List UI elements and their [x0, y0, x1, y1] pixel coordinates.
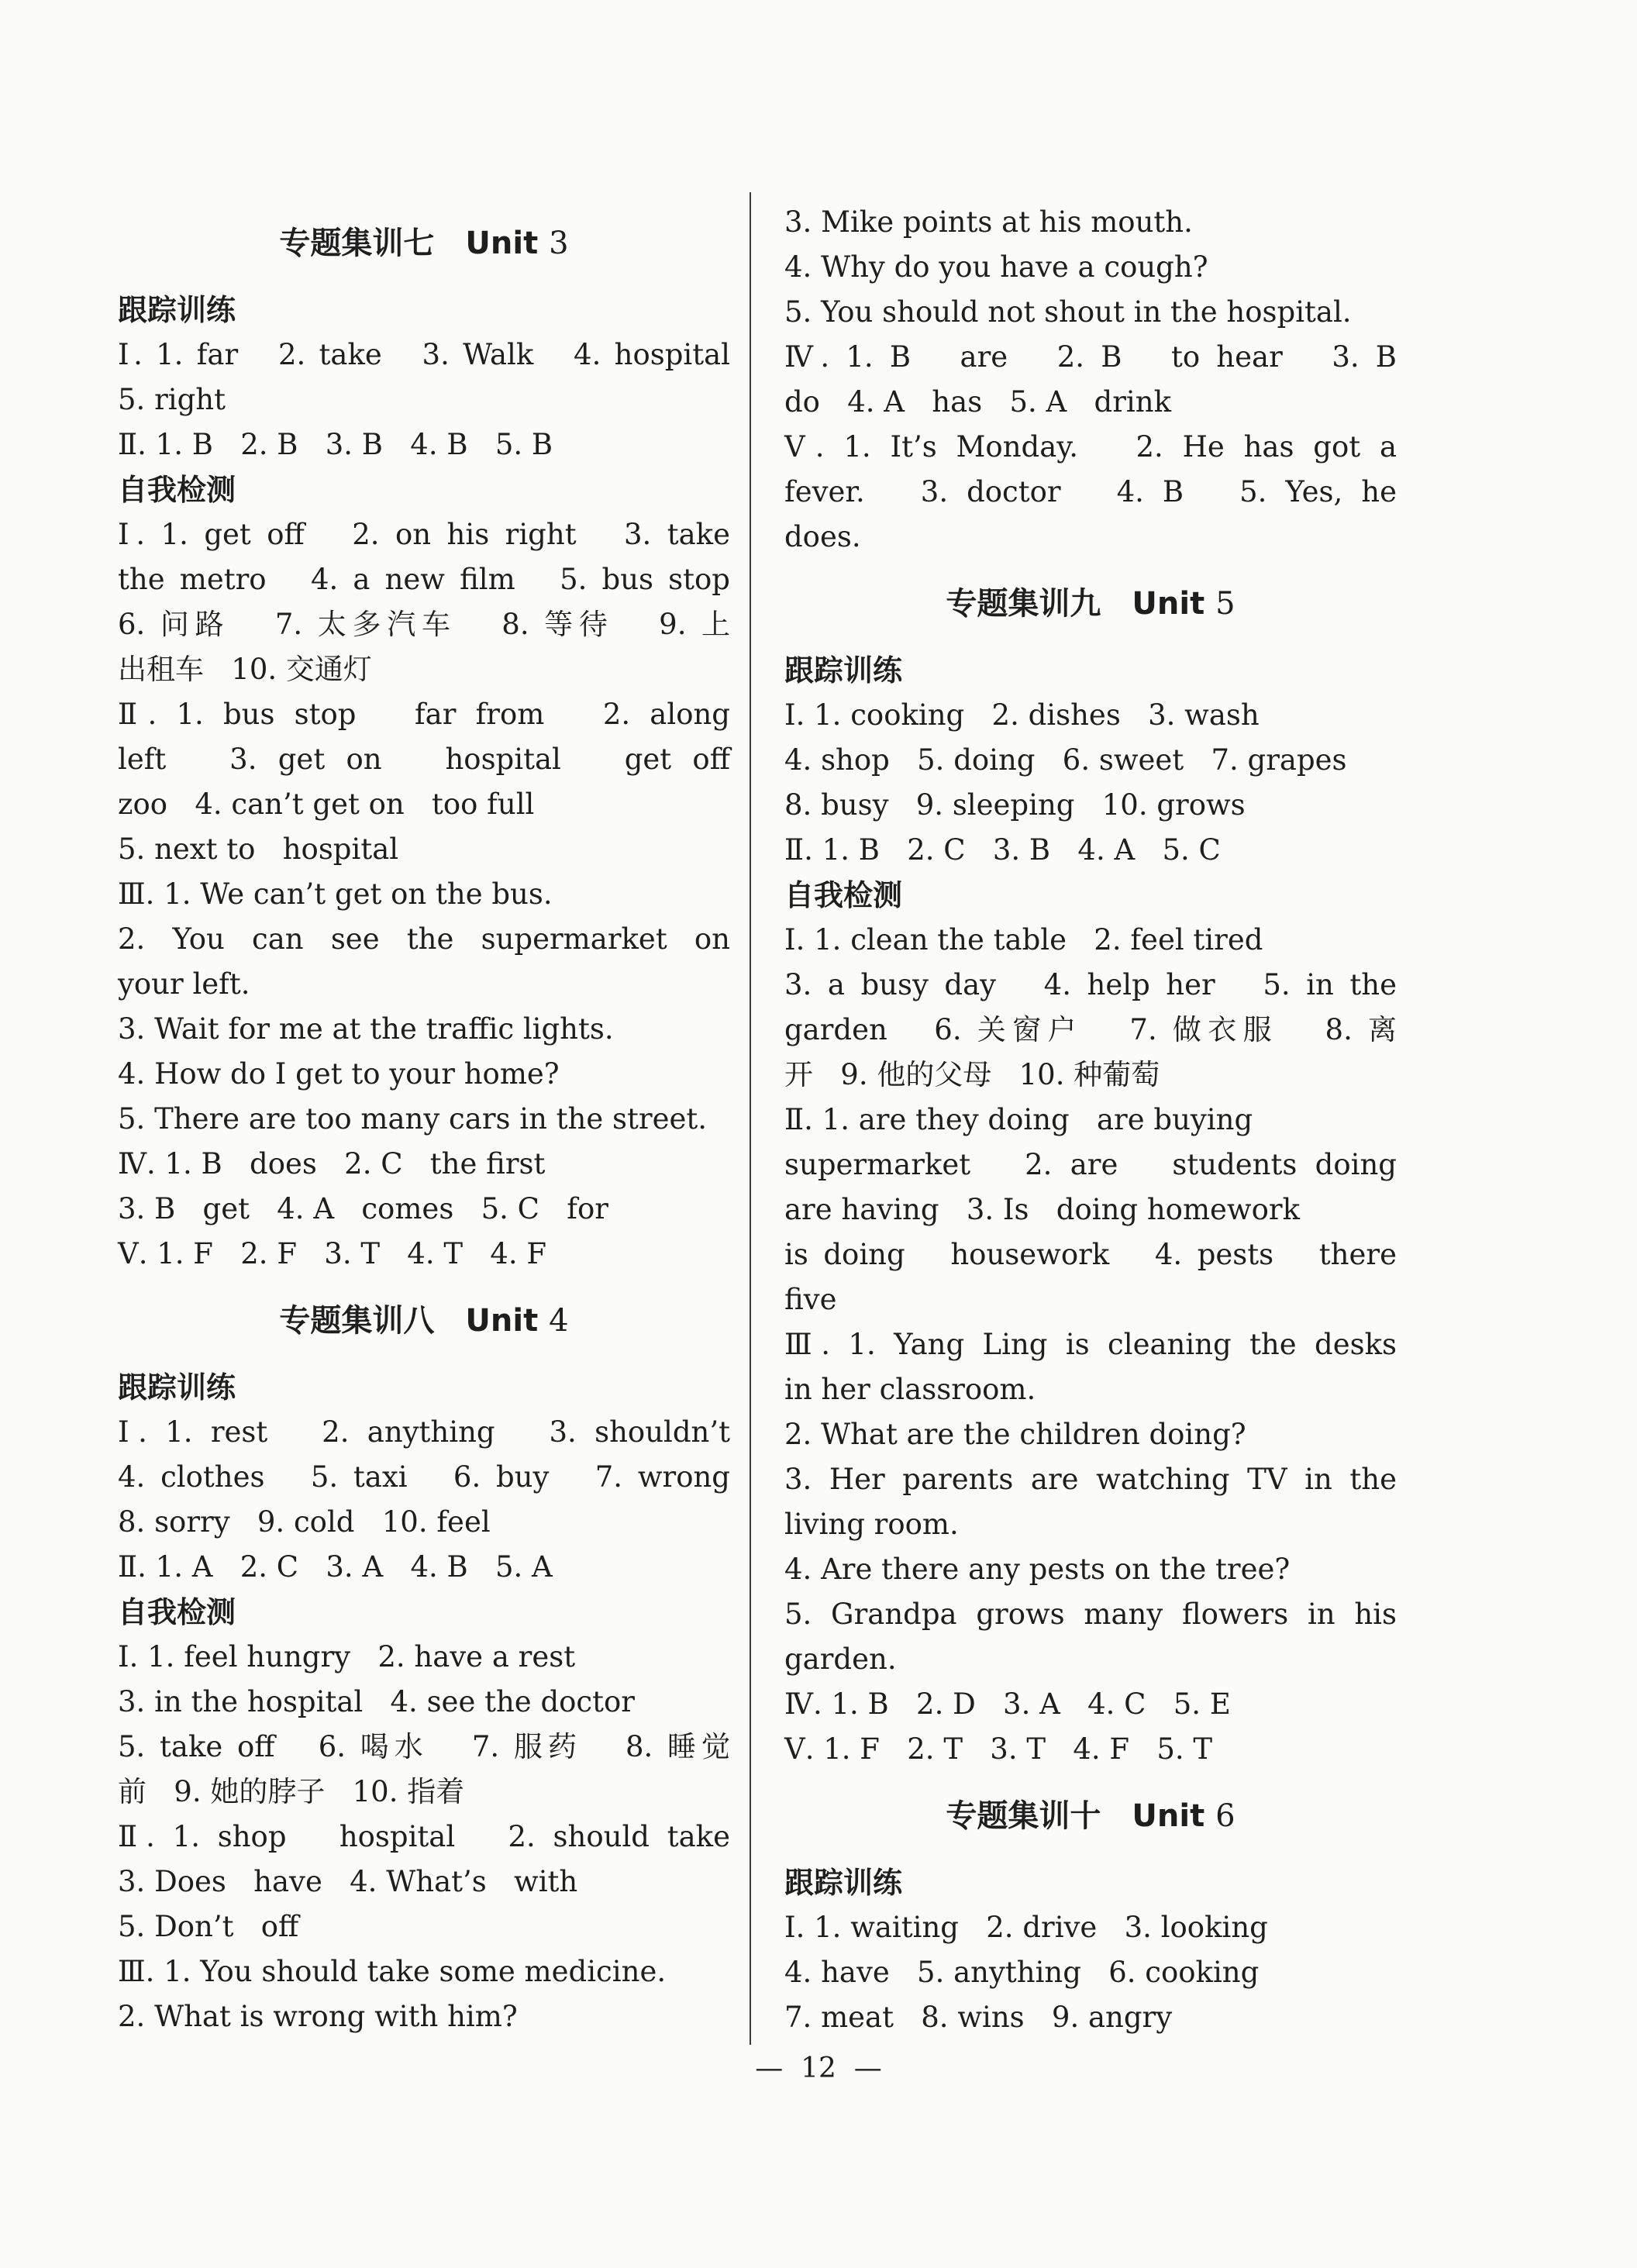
answer-line: 4. How do I get to your home? — [118, 1057, 560, 1091]
answer-line: 6. 问路 7. 太多汽车 8. 等待 9. 上 — [118, 608, 730, 641]
answer-line: Ⅱ. 1. shop hospital 2. should take — [118, 1820, 730, 1853]
answer-line: Ⅱ. 1. B 2. B 3. B 4. B 5. B — [118, 428, 553, 461]
answer-line: 4. Are there any pests on the tree? — [784, 1553, 1291, 1586]
answer-line: 5. next to hospital — [118, 832, 399, 866]
answer-line: Ⅰ. 1. get off 2. on his right 3. take — [118, 518, 730, 551]
answer-line: 前 9. 她的脖子 10. 指着 — [118, 1775, 465, 1808]
unit-label: Unit — [465, 1303, 539, 1339]
answer-line: Ⅲ. 1. You should take some medicine. — [118, 1955, 667, 1988]
answer-line: Ⅳ. 1. B are 2. B to hear 3. B — [784, 340, 1397, 374]
answer-line: 3. Mike points at his mouth. — [784, 205, 1193, 239]
answer-line: 3. Her parents are watching TV in the — [784, 1463, 1397, 1496]
answer-line: Ⅴ. 1. F 2. F 3. T 4. T 4. F — [118, 1237, 547, 1270]
answer-line: the metro 4. a new film 5. bus stop — [118, 563, 730, 596]
answer-line: Ⅱ. 1. are they doing are buying — [784, 1103, 1253, 1136]
page-number: — 12 — — [755, 2053, 882, 2084]
answer-line: 3. a busy day 4. help her 5. in the — [784, 968, 1397, 1001]
answer-line: 3. Wait for me at the traffic lights. — [118, 1012, 614, 1046]
answer-line: 5. Don’t off — [118, 1910, 299, 1943]
answer-line: Ⅰ. 1. waiting 2. drive 3. looking — [784, 1911, 1268, 1944]
subheading-tracking: 跟踪训练 — [118, 1370, 236, 1405]
answer-line: Ⅳ. 1. B 2. D 3. A 4. C 5. E — [784, 1687, 1231, 1721]
answer-line: 5. right — [118, 383, 226, 416]
answer-line: Ⅱ. 1. A 2. C 3. A 4. B 5. A — [118, 1550, 553, 1584]
answer-line: living room. — [784, 1508, 959, 1541]
answer-line: zoo 4. can’t get on too full — [118, 788, 535, 821]
section-title: 专题集训七 — [279, 226, 435, 261]
unit-label: Unit — [465, 226, 539, 261]
answer-line: 4. shop 5. doing 6. sweet 7. grapes — [784, 743, 1347, 777]
answer-line: Ⅰ. 1. rest 2. anything 3. shouldn’t — [118, 1415, 730, 1449]
answer-line: 5. take off 6. 喝水 7. 服药 8. 睡觉 — [118, 1730, 730, 1763]
answer-line: left 3. get on hospital get off — [118, 743, 730, 776]
answer-line: does. — [784, 520, 861, 553]
answer-line: Ⅰ. 1. far 2. take 3. Walk 4. hospital — [118, 338, 730, 371]
answer-line: five — [784, 1283, 837, 1316]
answer-line: 8. sorry 9. cold 10. feel — [118, 1505, 491, 1539]
unit-label: Unit — [1132, 1798, 1205, 1834]
answer-line: 出租车 10. 交通灯 — [118, 653, 372, 686]
answer-line: 8. busy 9. sleeping 10. grows — [784, 788, 1246, 822]
answer-line: Ⅳ. 1. B does 2. C the first — [118, 1147, 546, 1181]
answer-line: fever. 3. doctor 4. B 5. Yes, he — [784, 475, 1397, 508]
answer-line: are having 3. Is doing homework — [784, 1193, 1300, 1226]
section-title: 专题集训十 — [946, 1798, 1101, 1834]
answer-line: Ⅴ. 1. It’s Monday. 2. He has got a — [784, 430, 1397, 464]
subheading-self-check: 自我检测 — [118, 473, 236, 507]
unit-number: 4 — [549, 1303, 569, 1339]
answer-line: 7. meat 8. wins 9. angry — [784, 2001, 1173, 2034]
answer-line: Ⅲ. 1. We can’t get on the bus. — [118, 877, 553, 911]
answer-line: your left. — [118, 967, 250, 1001]
answer-line: 2. You can see the supermarket on — [118, 922, 730, 956]
subheading-tracking: 跟踪训练 — [118, 293, 236, 327]
subheading-self-check: 自我检测 — [784, 878, 903, 912]
subheading-tracking: 跟踪训练 — [784, 1866, 903, 1900]
section-heading-10 — [784, 1794, 1397, 1839]
column-divider — [750, 192, 751, 2045]
answer-line: 3. B get 4. A comes 5. C for — [118, 1192, 608, 1225]
answer-line: Ⅰ. 1. clean the table 2. feel tired — [784, 923, 1263, 956]
answer-line: 3. in the hospital 4. see the doctor — [118, 1685, 635, 1718]
answer-line: 4. Why do you have a cough? — [784, 250, 1208, 284]
answer-line: 开 9. 他的父母 10. 种葡萄 — [784, 1058, 1160, 1091]
answer-line: 5. There are too many cars in the street. — [118, 1102, 707, 1136]
answer-line: 2. What are the children doing? — [784, 1418, 1246, 1451]
answer-line: Ⅴ. 1. F 2. T 3. T 4. F 5. T — [784, 1732, 1213, 1766]
answer-line: 3. Does have 4. What’s with — [118, 1865, 578, 1898]
unit-number: 3 — [549, 226, 569, 261]
answer-line: do 4. A has 5. A drink — [784, 385, 1171, 419]
answer-line: garden 6. 关窗户 7. 做衣服 8. 离 — [784, 1013, 1397, 1046]
answer-line: Ⅰ. 1. feel hungry 2. have a rest — [118, 1640, 576, 1673]
answer-line: supermarket 2. are students doing — [784, 1148, 1397, 1181]
unit-number: 6 — [1215, 1798, 1236, 1834]
answer-line: Ⅱ. 1. bus stop far from 2. along — [118, 698, 730, 731]
answer-line: is doing housework 4. pests there — [784, 1238, 1397, 1271]
answer-line: garden. — [784, 1642, 897, 1676]
unit-label: Unit — [1132, 586, 1205, 622]
answer-line: 4. clothes 5. taxi 6. buy 7. wrong — [118, 1460, 730, 1494]
section-heading-7 — [118, 221, 730, 266]
answer-line: Ⅲ. 1. Yang Ling is cleaning the desks — [784, 1328, 1397, 1361]
answer-line: 5. Grandpa grows many flowers in his — [784, 1598, 1397, 1631]
answer-line: Ⅱ. 1. B 2. C 3. B 4. A 5. C — [784, 833, 1221, 867]
section-title: 专题集训八 — [279, 1303, 435, 1339]
section-heading-9 — [784, 581, 1397, 626]
unit-number: 5 — [1215, 586, 1236, 622]
answer-line: 4. have 5. anything 6. cooking — [784, 1956, 1260, 1989]
section-title: 专题集训九 — [946, 586, 1101, 622]
section-heading-8 — [118, 1298, 730, 1343]
answer-line: in her classroom. — [784, 1373, 1036, 1406]
answer-line: Ⅰ. 1. cooking 2. dishes 3. wash — [784, 698, 1260, 732]
subheading-tracking: 跟踪训练 — [784, 653, 903, 688]
answer-line: 5. You should not shout in the hospital. — [784, 295, 1352, 329]
subheading-self-check: 自我检测 — [118, 1595, 236, 1629]
answer-line: 2. What is wrong with him? — [118, 2000, 518, 2033]
